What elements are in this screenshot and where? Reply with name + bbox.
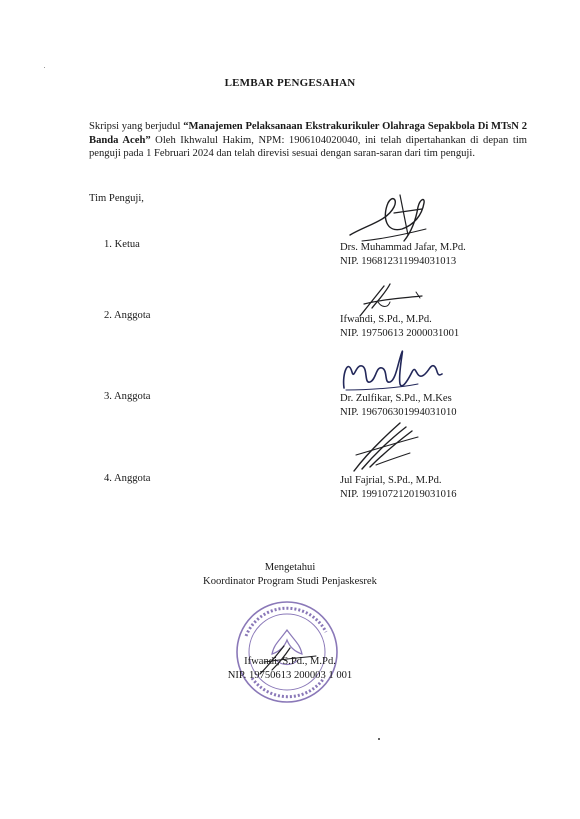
examiner-nip-2: NIP. 19750613 2000031001	[340, 327, 460, 339]
scan-speck	[44, 67, 45, 68]
signature-3-icon	[338, 344, 448, 394]
scan-speck-bottom	[378, 738, 380, 740]
examiner-nip-1: NIP. 196812311994031013	[340, 255, 457, 267]
coordinator-block	[0, 655, 580, 682]
examiner-nip-4: NIP. 199107212019031016	[340, 488, 457, 500]
coordinator-name: Ifwandi, S.Pd., M.Pd.	[244, 656, 336, 667]
examiner-name-2: Ifwandi, S.Pd., M.Pd.	[340, 314, 432, 325]
approval-role: Koordinator Program Studi Penjaskesrek	[203, 575, 377, 587]
thesis-title: “Manajemen Pelaksanaan Ekstrakurikuler Olahraga Sepakbola Di MTsN 2 Banda Aceh”	[89, 121, 527, 146]
approval-heading: Mengetahui	[264, 562, 316, 573]
examiner-role-4: 4. Anggota	[104, 473, 151, 484]
examiner-1-block	[340, 241, 466, 268]
signature-4-icon	[346, 415, 426, 477]
coordinator-nip: NIP. 19750613 200003 1 001	[227, 669, 353, 681]
intro-suffix: Oleh Ikhwalul Hakim, NPM: 1906104020040, ini telah dipertahankan di depan tim penguji pada 1 Februari 2024 dan telah direvisi sesuai dengan saran-saran dari tim penguji.	[89, 134, 528, 160]
team-label: Tim Penguji,	[89, 193, 144, 204]
examiner-role-3: 3. Anggota	[104, 391, 151, 402]
page-title: LEMBAR PENGESAHAN	[224, 77, 356, 89]
examiner-4-block	[340, 474, 457, 501]
examiner-name-3: Dr. Zulfikar, S.Pd., M.Kes	[340, 393, 452, 404]
examiner-name-1: Drs. Muhammad Jafar, M.Pd.	[340, 242, 466, 253]
examiner-role-1: 1. Ketua	[104, 239, 140, 250]
examiner-nip-3: NIP. 196706301994031010	[340, 406, 457, 418]
intro-paragraph	[89, 120, 527, 161]
examiner-2-block	[340, 313, 459, 340]
examiner-name-4: Jul Fajrial, S.Pd., M.Pd.	[340, 475, 442, 486]
intro-prefix: Skripsi yang berjudul	[89, 121, 184, 132]
examiner-role-2: 2. Anggota	[104, 310, 151, 321]
approval-block	[0, 561, 580, 588]
